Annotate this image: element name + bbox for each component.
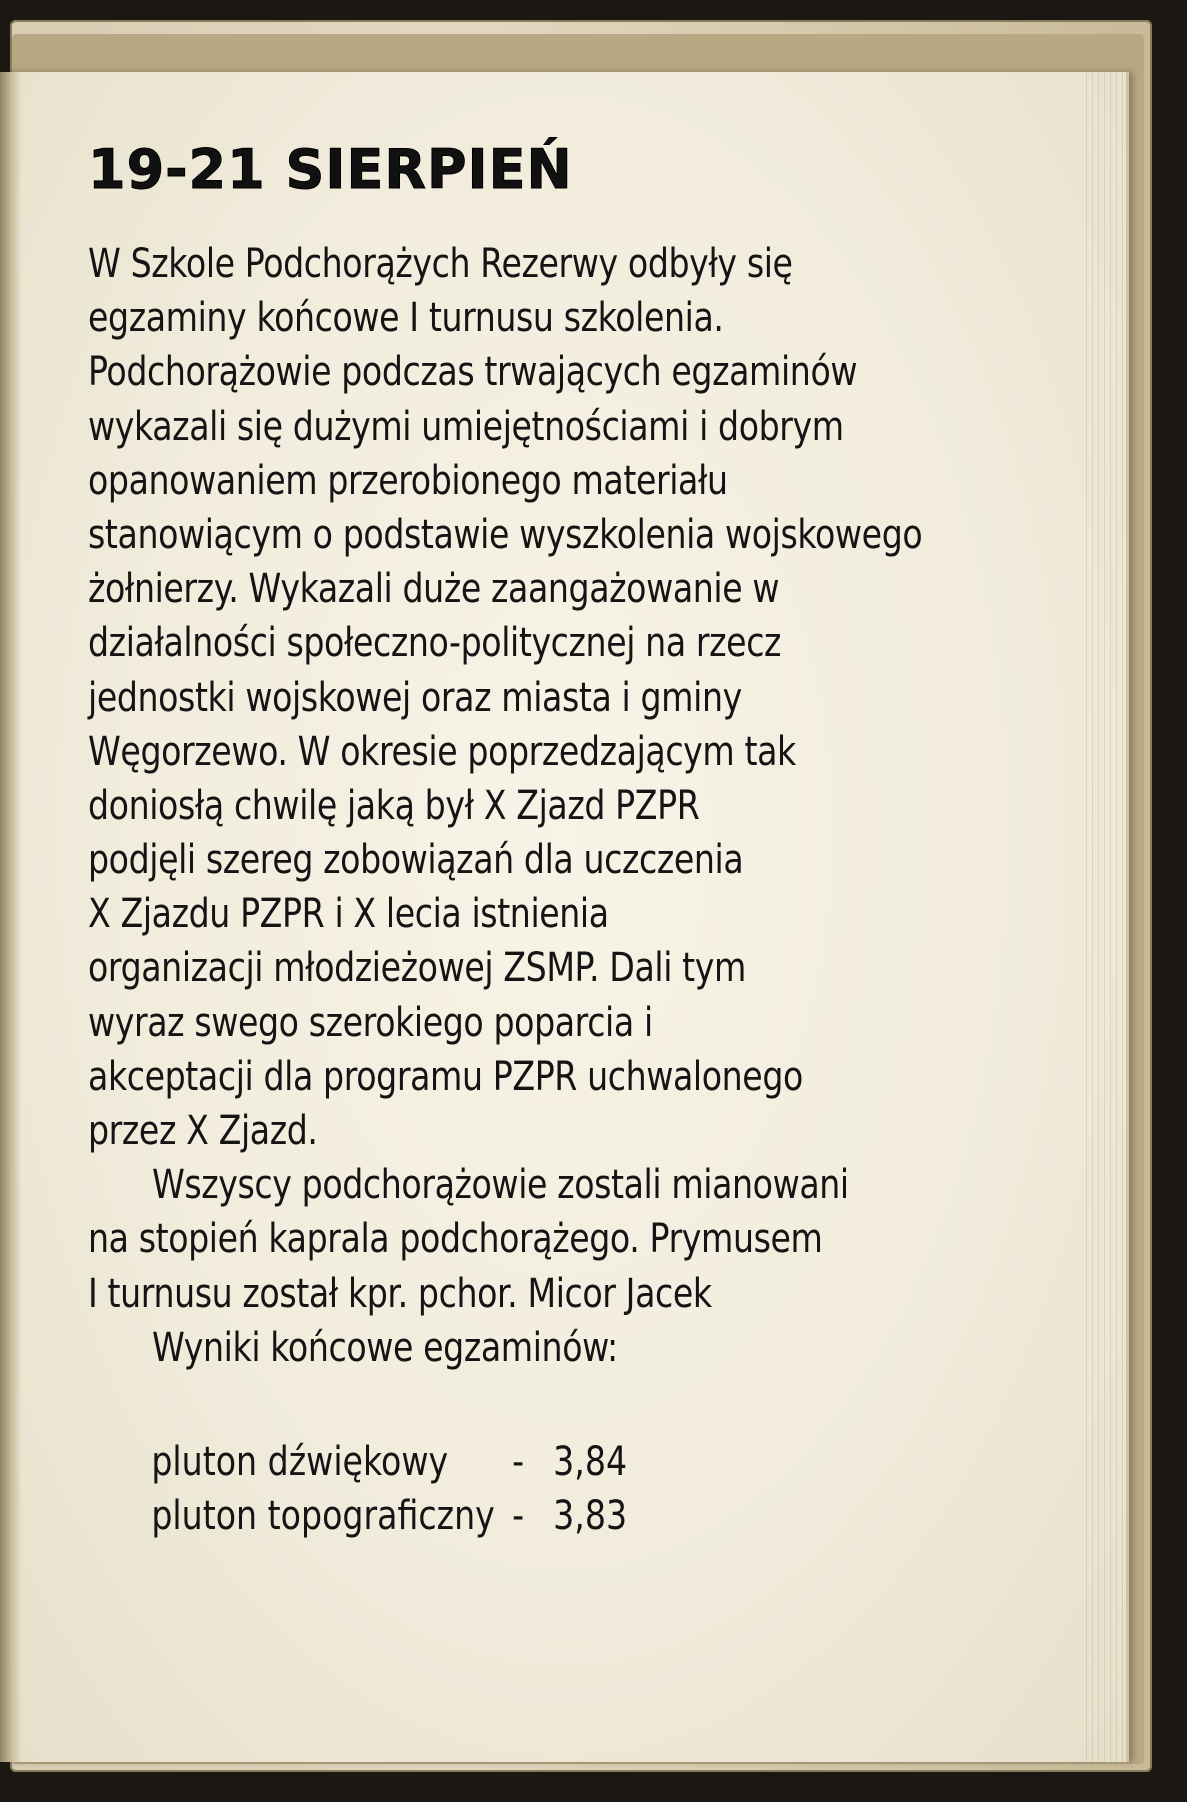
body-line: akceptacji dla programu PZPR uchwalonego (88, 1051, 803, 1100)
result-label: pluton dźwiękowy (151, 1437, 449, 1485)
body-line: wyraz swego szerokiego poparcia i (88, 997, 653, 1046)
body-line: żołnierzy. Wykazali duże zaangażowanie w (88, 564, 780, 613)
body-line: Wszyscy podchorążowie zostali mianowani (151, 1160, 849, 1209)
result-dash: - (512, 1437, 525, 1485)
result-label: pluton topograficzny (151, 1491, 495, 1539)
page-heading: 19-21 SIERPIEŃ (88, 138, 573, 201)
body-line: organizacji młodzieżowej ZSMP. Dali tym (88, 943, 746, 992)
body-line: Podchorążowie podczas trwających egzaminów (88, 347, 858, 396)
body-line: Wyniki końcowe egzaminów: (151, 1322, 618, 1371)
result-value: 3,83 (553, 1491, 628, 1539)
body-line: W Szkole Podchorążych Rezerwy odbyły się (88, 239, 793, 287)
body-line: podjęli szereg zobowiązań dla uczczenia (88, 835, 744, 884)
body-line: I turnusu został kpr. pchor. Micor Jacek (88, 1268, 712, 1317)
body-line: doniosłą chwilę jaką był X Zjazd PZPR (88, 780, 700, 829)
body-line: stanowiącym o podstawie wyszkolenia wojskowego (88, 509, 923, 558)
body-line: działalności społeczno-politycznej na rzecz (88, 618, 782, 667)
body-line: jednostki wojskowej oraz miasta i gminy (88, 672, 742, 721)
body-line: wykazali się dużymi umiejętnościami i dobrym (88, 401, 844, 450)
body-line: egzaminy końcowe I turnusu szkolenia. (88, 293, 724, 342)
result-row (88, 1380, 628, 1485)
handwritten-body (88, 236, 1072, 1374)
result-value: 3,84 (553, 1437, 628, 1485)
body-line: X Zjazdu PZPR i X lecia istnienia (88, 889, 609, 938)
page-edge-lines (1086, 72, 1126, 1762)
binding-gutter (0, 72, 22, 1762)
body-line: przez X Zjazd. (88, 1106, 318, 1154)
exam-results (88, 1380, 628, 1539)
body-line: Węgorzewo. W okresie poprzedzającym tak (88, 726, 796, 775)
result-dash: - (512, 1491, 525, 1539)
body-line: opanowaniem przerobionego materiału (88, 455, 728, 504)
body-line: na stopień kaprala podchorążego. Prymusem (88, 1214, 823, 1263)
